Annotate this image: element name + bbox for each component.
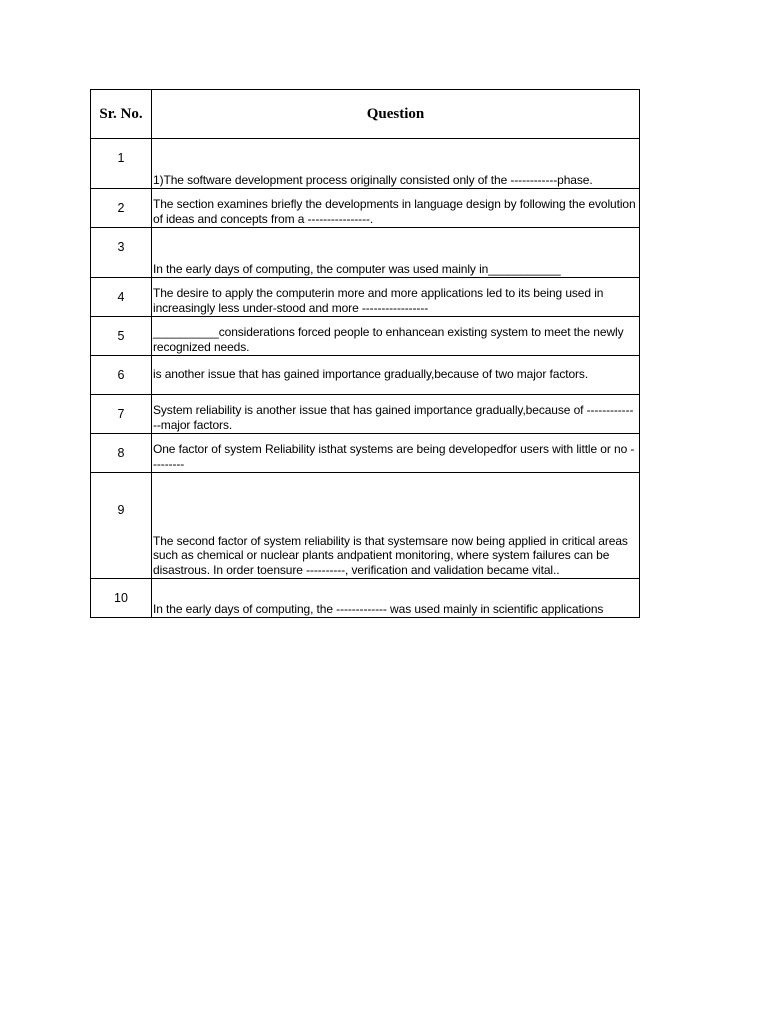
row-number: 9	[91, 473, 152, 579]
row-number: 8	[91, 434, 152, 473]
row-number: 6	[91, 356, 152, 395]
sr-no-header: Sr. No.	[91, 90, 152, 139]
table-row	[91, 278, 640, 317]
table-row	[91, 189, 640, 228]
question-text: In the early days of computing, the ------------- was used mainly in scientific applications	[152, 579, 640, 618]
table-row	[91, 473, 640, 579]
question-text: System reliability is another issue that has gained importance gradually,because of --------------major factors.	[152, 395, 640, 434]
row-number: 5	[91, 317, 152, 356]
table-header-row	[91, 90, 640, 139]
question-text: __________considerations forced people to enhancean existing system to meet the newly recognized needs.	[152, 317, 640, 356]
table-row	[91, 395, 640, 434]
question-text: The second factor of system reliability is that systemsare now being applied in critical areas such as chemical or nuclear plants andpatient monitoring, where system failures can be disastrous. In order toensure ----------, verification and validation became vital..	[152, 473, 640, 579]
table-row	[91, 434, 640, 473]
table-row	[91, 579, 640, 618]
table-row	[91, 228, 640, 278]
question-header: Question	[152, 90, 640, 139]
table-row	[91, 356, 640, 395]
question-text: 1)The software development process originally consisted only of the ------------phase.	[152, 139, 640, 189]
question-text: The desire to apply the computerin more and more applications led to its being used in increasingly less under-stood and more -----------------	[152, 278, 640, 317]
question-text: The section examines briefly the developments in language design by following the evolution of ideas and concepts from a ----------------.	[152, 189, 640, 228]
questions-table	[90, 89, 640, 618]
row-number: 1	[91, 139, 152, 189]
row-number: 3	[91, 228, 152, 278]
question-text: In the early days of computing, the computer was used mainly in___________	[152, 228, 640, 278]
row-number: 10	[91, 579, 152, 618]
table-row	[91, 317, 640, 356]
row-number: 7	[91, 395, 152, 434]
table-row	[91, 139, 640, 189]
question-text: One factor of system Reliability isthat systems are being developedfor users with little or no ---------	[152, 434, 640, 473]
question-text: is another issue that has gained importance gradually,because of two major factors.	[152, 356, 640, 395]
row-number: 2	[91, 189, 152, 228]
row-number: 4	[91, 278, 152, 317]
